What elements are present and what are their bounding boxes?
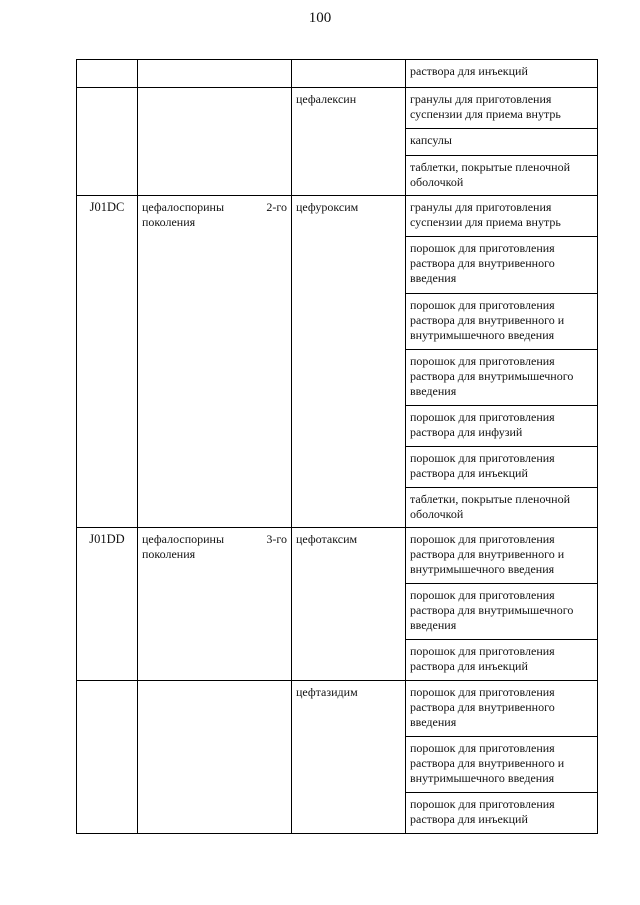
dosage-form-cell: гранулы для приготовления суспензии для приема внутрь — [406, 88, 598, 129]
atc-code-cell — [77, 60, 138, 88]
dosage-form-cell: порошок для приготовления раствора для внутривенного и внутримышечного введения — [406, 737, 598, 793]
atc-code-cell — [77, 88, 138, 196]
atc-code-cell: J01DC — [77, 196, 138, 528]
dosage-form-cell: порошок для приготовления раствора для инъекций — [406, 793, 598, 834]
dosage-form-cell: порошок для приготовления раствора для внутримышечного введения — [406, 584, 598, 640]
dosage-form-cell: порошок для приготовления раствора для инъекций — [406, 447, 598, 488]
group-cell — [138, 528, 292, 681]
group-cell — [138, 88, 292, 196]
group-cell — [138, 681, 292, 834]
atc-code-cell: J01DD — [77, 528, 138, 681]
group-generation: 2-го — [266, 200, 287, 214]
table-row — [77, 88, 598, 129]
table-body — [77, 60, 598, 834]
dosage-form-cell: порошок для приготовления раствора для внутримышечного введения — [406, 350, 598, 406]
dosage-form-cell: порошок для приготовления раствора для внутривенного и внутримышечного введения — [406, 294, 598, 350]
group-line2: поколения — [142, 215, 196, 229]
table-row — [77, 681, 598, 737]
dosage-form-cell: таблетки, покрытые пленочной оболочкой — [406, 488, 598, 528]
group-line2: поколения — [142, 547, 196, 561]
drug-table — [76, 59, 598, 834]
dosage-form-cell: порошок для приготовления раствора для инъекций — [406, 640, 598, 681]
group-cell — [138, 60, 292, 88]
group-name: цефалоспорины — [142, 200, 225, 214]
dosage-form-cell: порошок для приготовления раствора для инфузий — [406, 406, 598, 447]
dosage-form-cell: таблетки, покрытые пленочной оболочкой — [406, 156, 598, 196]
group-line — [142, 200, 287, 215]
dosage-form-cell: порошок для приготовления раствора для внутривенного введения — [406, 237, 598, 294]
atc-code-cell — [77, 681, 138, 834]
substance-cell: цефалексин — [292, 88, 406, 196]
table-row — [77, 60, 598, 88]
substance-cell: цефуроксим — [292, 196, 406, 528]
substance-cell — [292, 60, 406, 88]
group-line — [142, 532, 287, 547]
dosage-form-cell: порошок для приготовления раствора для внутривенного и внутримышечного введения — [406, 528, 598, 584]
dosage-form-cell: капсулы — [406, 129, 598, 156]
substance-cell: цефтазидим — [292, 681, 406, 834]
table-row — [77, 528, 598, 584]
group-cell — [138, 196, 292, 528]
dosage-form-cell: раствора для инъекций — [406, 60, 598, 88]
dosage-form-cell: гранулы для приготовления суспензии для приема внутрь — [406, 196, 598, 237]
dosage-form-cell: порошок для приготовления раствора для внутривенного введения — [406, 681, 598, 737]
page-number: 100 — [308, 10, 332, 26]
group-name: цефалоспорины — [142, 532, 225, 546]
substance-cell: цефотаксим — [292, 528, 406, 681]
group-generation: 3-го — [266, 532, 287, 546]
table-row — [77, 196, 598, 237]
